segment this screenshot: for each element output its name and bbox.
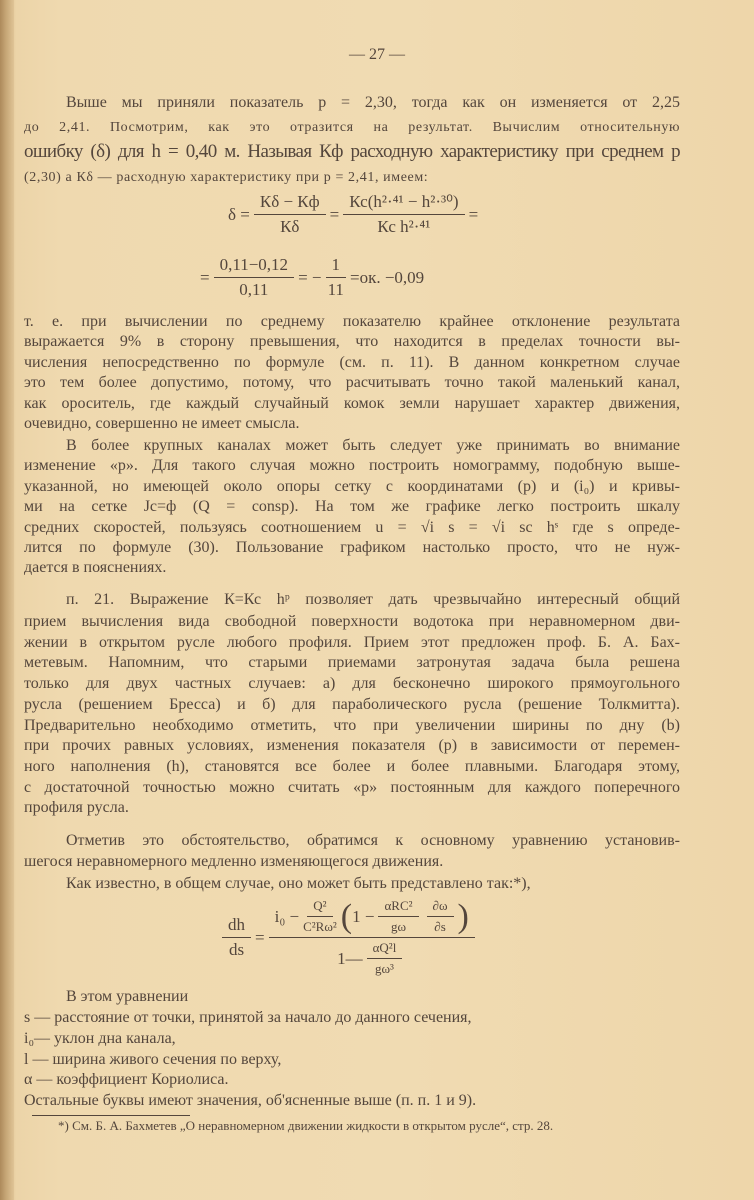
fraction-denominator: ∂s — [434, 919, 446, 934]
text-line: т. е. при вычислении по среднему показателю крайнее отклонение результата — [24, 313, 680, 330]
text-line: указанной, но имеющей около опоры сетку с координатами (р) и (i₀) и кривы- — [24, 478, 680, 495]
footnote-divider — [32, 1115, 190, 1116]
formula-result: =ок. −0,09 — [350, 267, 425, 287]
text-line: выражается 9% в сторону превышения, что находится в пределах точности вы- — [24, 333, 680, 350]
text-line: при прочих равных условиях, изменения показателя (р) в зависимости от перемен- — [24, 737, 680, 754]
text-line: прием вычисления вида свободной поверхности водотока при неравномерном дви- — [24, 613, 680, 630]
fraction-numerator: 0,11−0,12 — [214, 255, 294, 278]
fraction-denominator: Кс h²·⁴¹ — [377, 217, 431, 236]
text-line: как ороситель, где каждый случайный комок земли нарушает характер движения, — [24, 395, 680, 412]
formula-term: ) — [457, 897, 469, 935]
text-line: ошибку (δ) для h = 0,40 м. Называя Кф расходную характеристику при среднем р — [24, 141, 680, 162]
fraction-denominator: C²Rω² — [303, 919, 337, 934]
fraction-denominator: 11 — [327, 280, 344, 299]
fraction-denominator: gω³ — [374, 961, 394, 976]
text-line: Остальные буквы имеют значения, об'ясненные выше (п. п. 1 и 9). — [24, 1092, 477, 1109]
fraction-numerator: αRC² — [378, 898, 418, 917]
text-line: профиля русла. — [24, 799, 129, 816]
text-line: русла (решением Бресса) и б) для параболического русла (решение Толкмитта). — [24, 696, 680, 713]
fraction-numerator: Q² — [307, 898, 332, 917]
text-line: средних скоростей, пользуясь соотношением u = √i s = √i sс hˢ где s опреде- — [24, 519, 680, 536]
fraction-numerator: ∂ω — [427, 898, 454, 917]
text-line: очевидно, совершенно не имеет смысла. — [24, 415, 300, 432]
text-line: ми на сетке Jс=ф (Q = consp). На том же графике легко построить шкалу — [24, 498, 680, 515]
formula-term: = — [255, 927, 265, 947]
formula-term: ( — [340, 897, 353, 935]
fraction-denominator: ds — [228, 940, 245, 959]
formula-term: i₀ − — [274, 906, 300, 926]
text-line: метевым. Напомним, что старыми приемами затронутая задача была решена — [24, 654, 680, 671]
formula-term: δ = — [228, 204, 250, 224]
text-line: это тем более допустимо, потому, что расчитывать точно такой маленький канал, — [24, 374, 680, 391]
text-line: с достаточной точностью можно считать «р» постоянным для каждого поперечного — [24, 779, 680, 796]
formula-error-1 — [228, 192, 478, 237]
text-line: только для двух частных случаев: а) для бесконечно широкого прямоугольного — [24, 675, 680, 692]
fraction-numerator: dh — [222, 915, 251, 938]
text-line: Отметив это обстоятельство, обратимся к основному уравнению установив- — [66, 832, 680, 849]
definition-line: l — ширина живого сечения по верху, — [24, 1051, 282, 1068]
section-21-heading-line: п. 21. Выражение К=Кс hᵖ позволяет дать чрезвычайно интересный общий — [66, 591, 680, 608]
formula-error-2 — [200, 255, 424, 300]
text-line: В этом уравнении — [66, 988, 189, 1005]
fraction-numerator: 1 — [326, 255, 347, 278]
page-number: — 27 — — [349, 46, 405, 63]
text-line: лится по формуле (30). Пользование графиком настолько просто, что не нуж- — [24, 539, 680, 556]
text-line: до 2,41. Посмотрим, как это отразится на результат. Вычислим относительную — [24, 120, 680, 135]
text-line: В более крупных каналах может быть следует уже принимать во внимание — [66, 437, 680, 454]
text-line: изменение «р». Для такого случая можно построить номограмму, подобную выше- — [24, 457, 680, 474]
footnote: *) См. Б. А. Бахметев „О неравномерном движении жидкости в открытом русле“, стр. 28. — [58, 1118, 554, 1133]
text-line: Как известно, в общем случае, оно может быть представлено так:*), — [66, 875, 531, 892]
text-line: жении в открытом русле любого профиля. Прием этот предложен проф. Б. А. Бах- — [24, 634, 680, 651]
text-line: шегося неравномерного медленно изменяющегося движения. — [24, 853, 444, 870]
formula-term: = − — [298, 267, 322, 287]
definition-line: s — расстояние от точки, принятой за начало до данного сечения, — [24, 1009, 472, 1026]
text-line: числения непосредственно по формуле (см. п. 11). В данном конкретном случае — [24, 354, 680, 371]
text-line: ного наполнения (h), становятся все более и более плавными. Благодаря этому, — [24, 758, 680, 775]
formula-term: = — [329, 204, 340, 224]
formula-term: 1— — [337, 948, 363, 968]
fraction-numerator: Кδ − Кф — [254, 192, 326, 215]
definition-line: i₀— уклон дна канала, — [24, 1030, 176, 1047]
text-line: Выше мы приняли показатель р = 2,30, тогда как он изменяется от 2,25 — [66, 94, 680, 111]
formula-term: 1 − — [352, 906, 375, 926]
formula-nonuniform-flow — [218, 898, 479, 977]
fraction-numerator: Кс(h²·⁴¹ − h²·³⁰) — [343, 192, 464, 215]
fraction-denominator: 0,11 — [239, 280, 269, 299]
fraction-denominator: gω — [390, 919, 407, 934]
formula-term: = — [200, 267, 210, 287]
fraction-denominator: Кδ — [280, 217, 300, 236]
formula-term: = — [468, 204, 479, 224]
definition-line: α — коэффициент Кориолиса. — [24, 1071, 229, 1088]
fraction-numerator: αQ²l — [367, 940, 403, 959]
text-line: Предварительно необходимо отметить, что при увеличении ширины по дну (b) — [24, 717, 680, 734]
page-fold-shadow — [0, 0, 14, 1200]
text-line: дается в пояснениях. — [24, 559, 167, 576]
text-line: (2,30) а Кδ — расходную характеристику при р = 2,41, имеем: — [24, 170, 429, 185]
